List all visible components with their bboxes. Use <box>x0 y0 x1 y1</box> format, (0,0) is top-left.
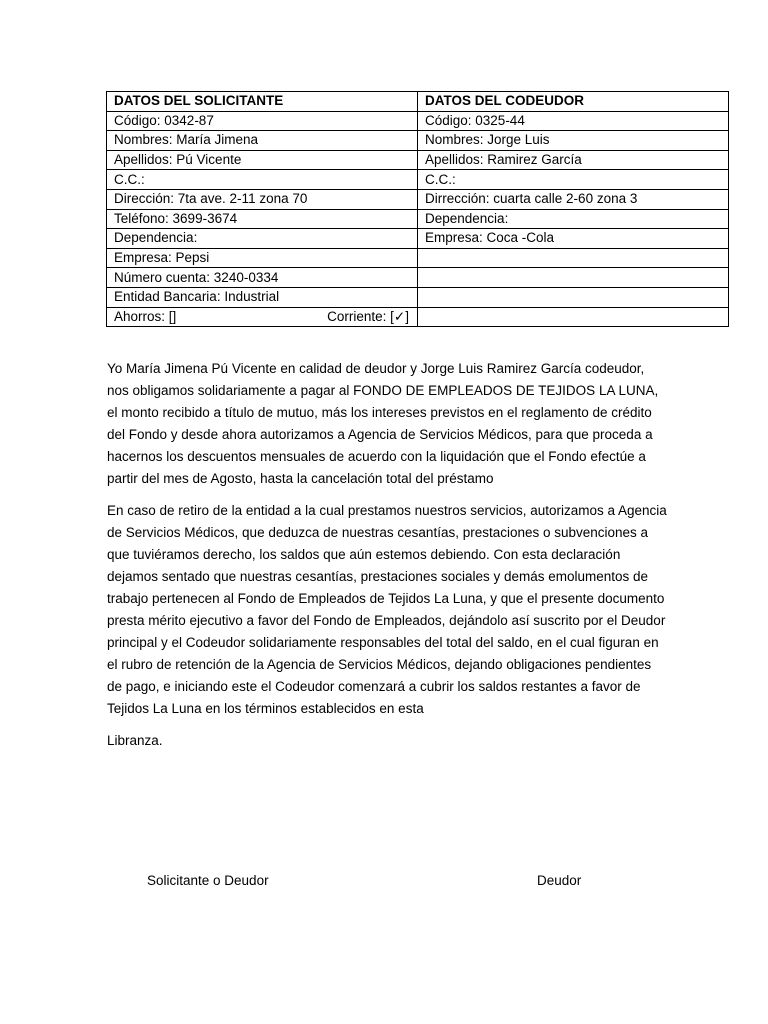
codeudor-direccion: Dirrección: cuarta calle 2-60 zona 3 <box>418 189 729 209</box>
table-row <box>107 209 729 229</box>
header-solicitante: DATOS DEL SOLICITANTE <box>107 92 418 112</box>
table-row <box>107 307 729 327</box>
solicitante-empresa: Empresa: Pepsi <box>107 248 418 268</box>
corriente-option: Corriente: [✓] <box>327 308 409 324</box>
document-body <box>107 358 667 762</box>
paragraph-libranza: Libranza. <box>107 733 163 748</box>
paragraph-obligacion: Yo María Jimena Pú Vicente en calidad de deudor y Jorge Luis Ramirez García codeudor, nos obligamos solidariamente a pagar al FONDO DE EMPLEADOS DE TEJIDOS LA LUNA, el monto recibido a título de mutuo, más los intereses previstos en el reglamento de crédito del Fondo y desde ahora autorizamos a Agencia de Servicios Médicos, para que proceda a hacernos los descuentos mensuales de acuerdo con la liquidación que el Fondo efectúe a partir del mes de Agosto, hasta la cancelación total del préstamo <box>107 361 659 486</box>
table-row <box>107 189 729 209</box>
table-row <box>107 268 729 288</box>
solicitante-entidad-bancaria: Entidad Bancaria: Industrial <box>107 287 418 307</box>
table-row <box>107 131 729 151</box>
empty-cell <box>418 287 729 307</box>
solicitante-dependencia: Dependencia: <box>107 229 418 249</box>
solicitante-codigo: Código: 0342-87 <box>107 111 418 131</box>
solicitante-numero-cuenta: Número cuenta: 3240-0334 <box>107 268 418 288</box>
ahorros-option: Ahorros: [] <box>114 308 177 324</box>
solicitante-direccion: Dirección: 7ta ave. 2-11 zona 70 <box>107 189 418 209</box>
empty-cell <box>418 248 729 268</box>
solicitante-nombres: Nombres: María Jimena <box>107 131 418 151</box>
solicitante-tipo-cuenta <box>107 307 418 327</box>
table-row <box>107 150 729 170</box>
solicitante-cc: C.C.: <box>107 170 418 190</box>
solicitante-telefono: Teléfono: 3699-3674 <box>107 209 418 229</box>
codeudor-nombres: Nombres: Jorge Luis <box>418 131 729 151</box>
signature-deudor: Deudor <box>537 873 582 888</box>
solicitante-apellidos: Apellidos: Pú Vicente <box>107 150 418 170</box>
codeudor-cc: C.C.: <box>418 170 729 190</box>
table-row <box>107 111 729 131</box>
header-codeudor: DATOS DEL CODEUDOR <box>418 92 729 112</box>
table-row <box>107 248 729 268</box>
table-row <box>107 287 729 307</box>
codeudor-codigo: Código: 0325-44 <box>418 111 729 131</box>
paragraph-retiro: En caso de retiro de la entidad a la cual prestamos nuestros servicios, autorizamos a Agencia de Servicios Médicos, que deduzca de nuestras cesantías, prestaciones o subvenciones a que tuviéramos derecho, los saldos que aún estemos debiendo. Con esta declaración dejamos sentado que nuestras cesantías, prestaciones sociales y demás emolumentos de trabajo pertenecen al Fondo de Empleados de Tejidos La Luna, y que el presente documento presta mérito ejecutivo a favor del Fondo de Empleados, dejándolo así suscrito por el Deudor principal y el Codeudor solidariamente responsables del total del saldo, en el cual figuran en el rubro de retención de la Agencia de Servicios Médicos, dejando obligaciones pendientes de pago, e iniciando este el Codeudor comenzará a cubrir los saldos restantes a favor de Tejidos La Luna en los términos establecidos en esta <box>107 503 667 716</box>
table-header-row <box>107 92 729 112</box>
codeudor-empresa: Empresa: Coca -Cola <box>418 229 729 249</box>
table-row <box>107 170 729 190</box>
table-row <box>107 229 729 249</box>
empty-cell <box>418 268 729 288</box>
codeudor-dependencia: Dependencia: <box>418 209 729 229</box>
signature-solicitante: Solicitante o Deudor <box>147 873 269 888</box>
codeudor-apellidos: Apellidos: Ramirez García <box>418 150 729 170</box>
datos-table <box>106 91 729 327</box>
empty-cell <box>418 307 729 327</box>
